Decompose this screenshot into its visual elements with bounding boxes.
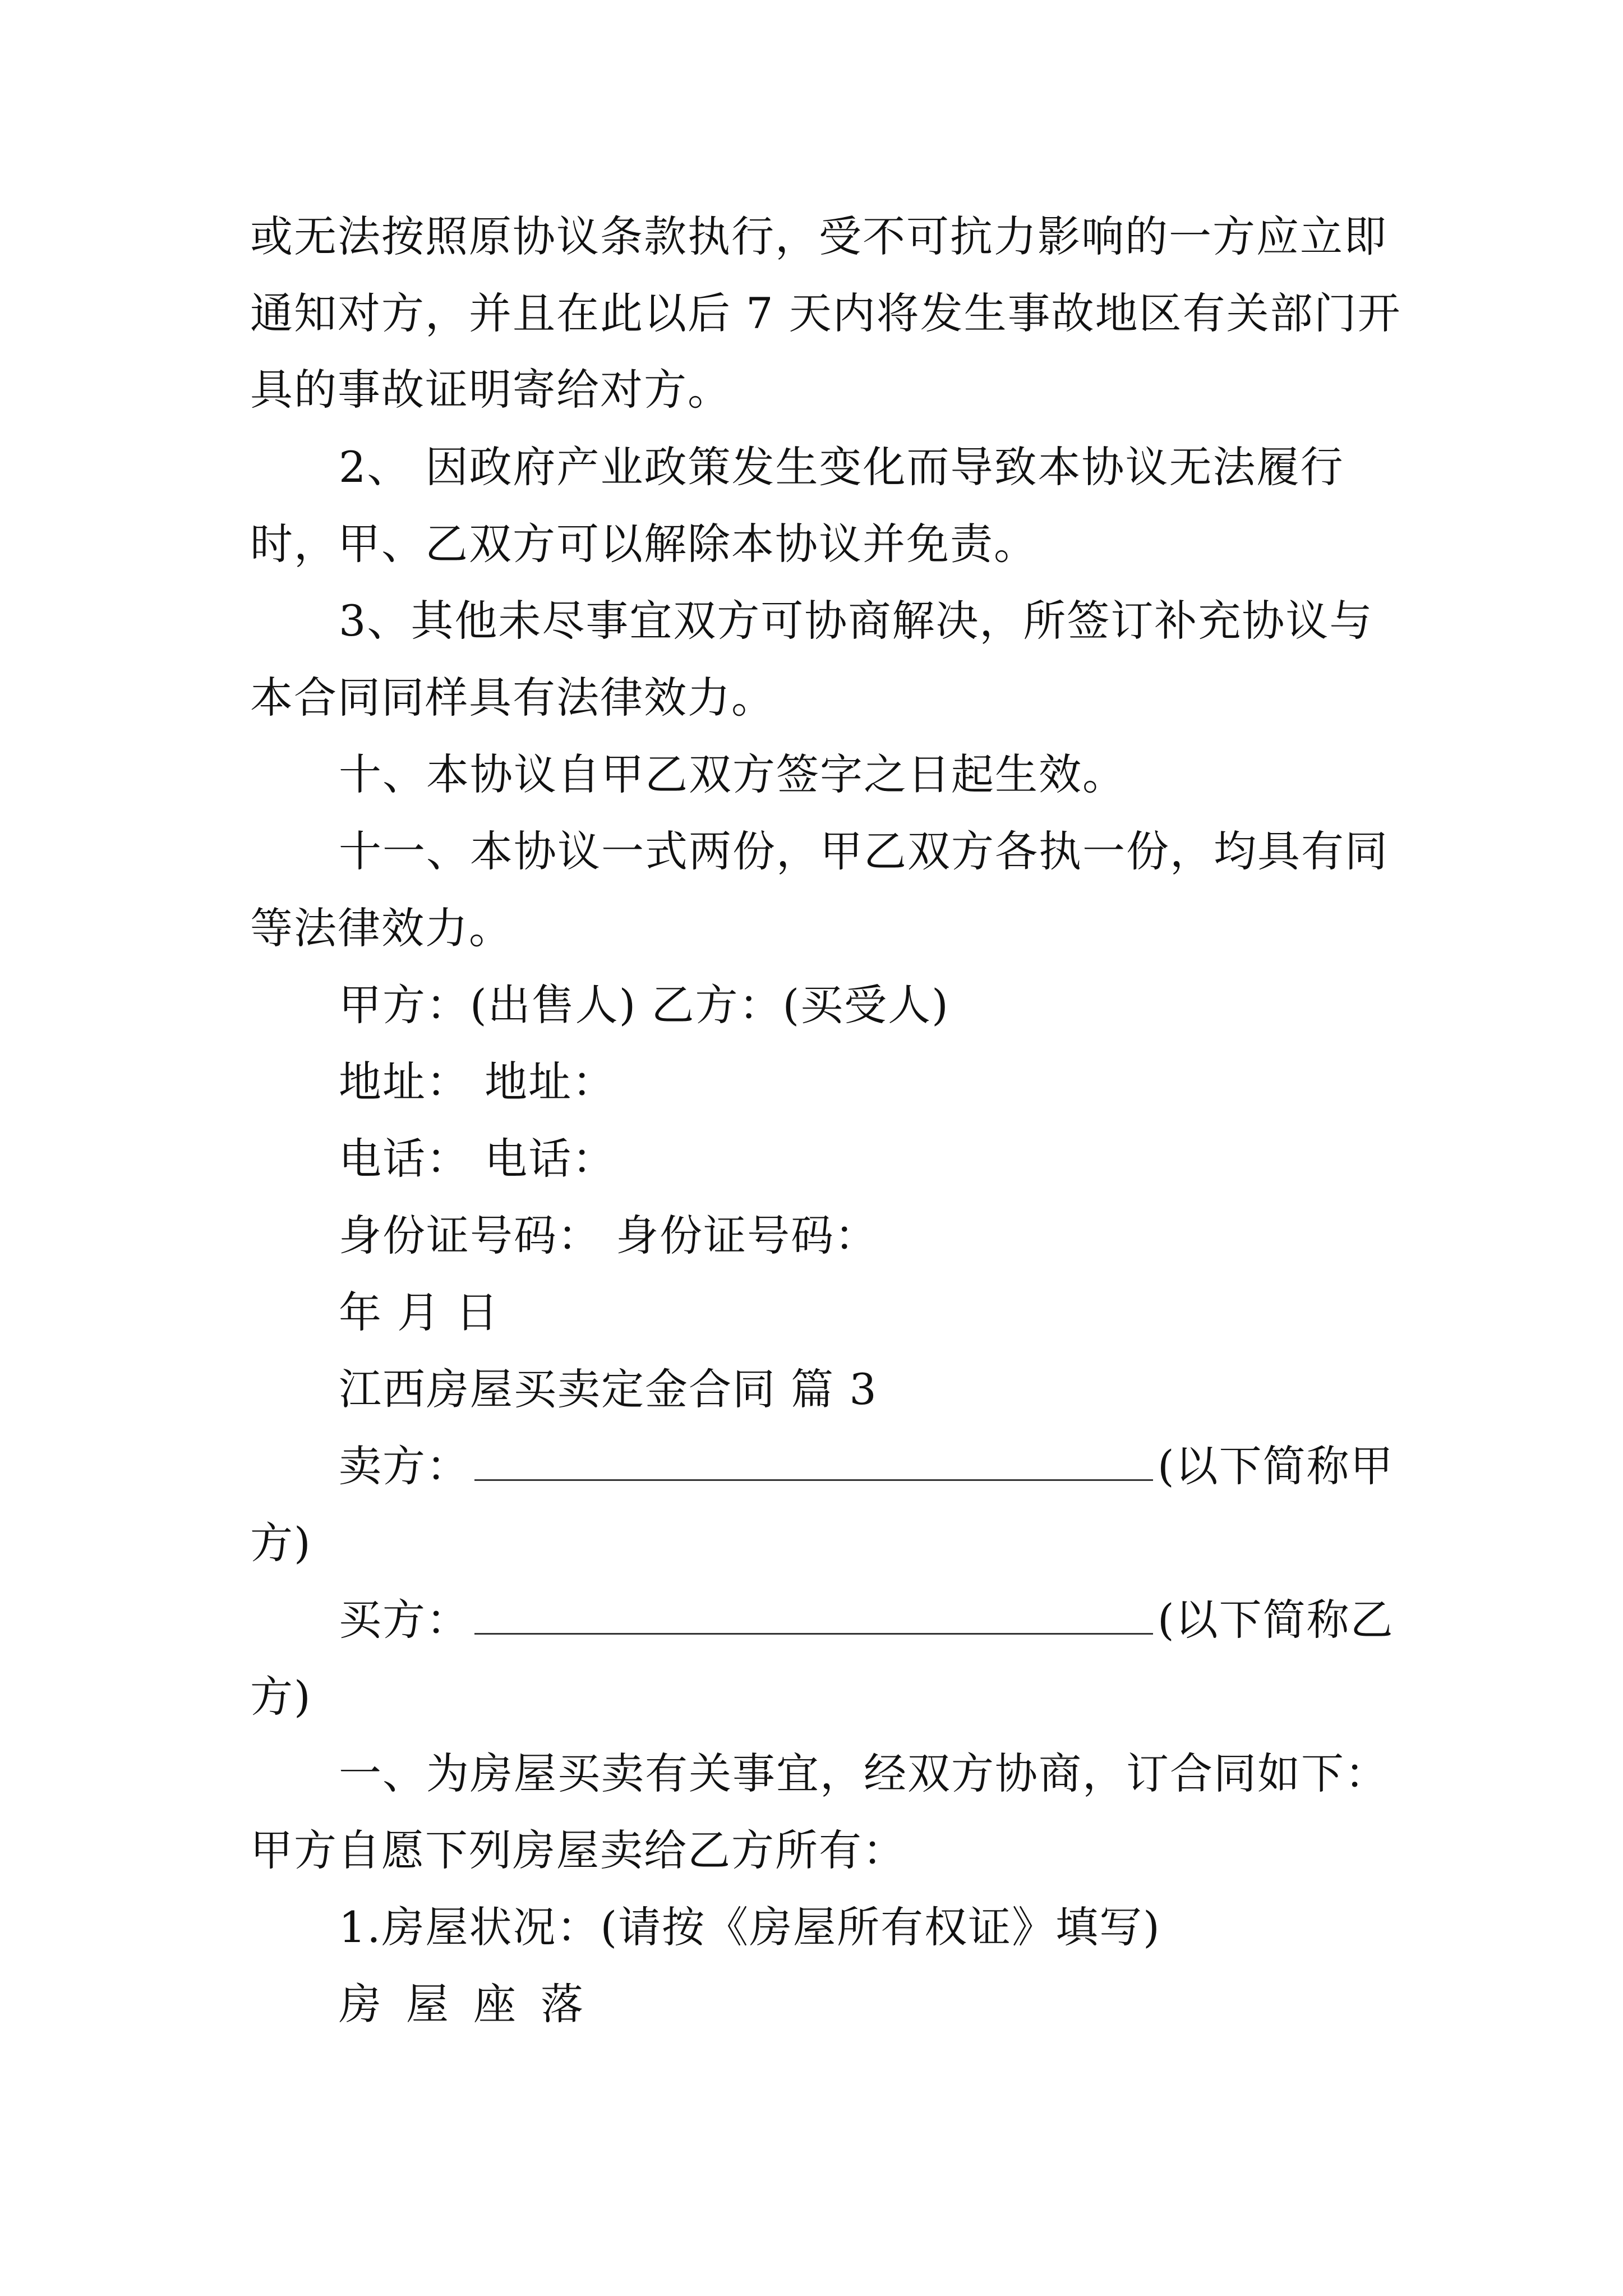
house-location-line — [339, 1976, 1466, 2032]
clause-1-line-1: 一、为房屋买卖有关事宜，经双方协商，订合同如下： — [339, 1749, 1389, 1798]
phone-line: 电话： 电话： — [339, 1134, 616, 1184]
buyer-wrap: 方) — [250, 1672, 312, 1722]
clause-3-line-1: 3、其他未尽事宜双方可协商解决，所签订补充协议与 — [339, 596, 1373, 646]
clause-11-line-2: 等法律效力。 — [250, 903, 513, 953]
clause-2-line-2: 时，甲、乙双方可以解除本协议并免责。 — [250, 519, 1038, 569]
clause-11-line-1: 十一、本协议一式两份，甲乙双方各执一份，均具有同 — [339, 826, 1389, 876]
house-location-char-3: 座 — [473, 1979, 517, 2029]
paragraph-force-majeure-line-2: 通知对方，并且在此以后 7 天内将发生事故地区有关部门开 — [250, 288, 1401, 338]
buyer-blank[interactable] — [474, 1599, 1153, 1635]
seller-wrap: 方) — [250, 1518, 312, 1568]
section-title: 江西房屋买卖定金合同 篇 3 — [339, 1364, 878, 1414]
house-location-char-2: 屋 — [406, 1979, 450, 2029]
parties-line: 甲方：(出售人) 乙方：(买受人) — [339, 980, 949, 1030]
clause-1-line-2: 甲方自愿下列房屋卖给乙方所有： — [250, 1825, 906, 1875]
id-number-line: 身份证号码： 身份证号码： — [339, 1211, 879, 1260]
seller-suffix: (以下简称甲 — [1158, 1441, 1394, 1491]
house-status-line: 1.房屋状况：(请按《房屋所有权证》填写) — [339, 1902, 1161, 1952]
house-location-char-1: 房 — [339, 1979, 382, 2029]
paragraph-force-majeure-line-3: 具的事故证明寄给对方。 — [250, 365, 731, 415]
seller-blank[interactable] — [474, 1446, 1153, 1481]
house-location-char-4: 落 — [541, 1979, 584, 2029]
date-line: 年 月 日 — [339, 1287, 500, 1337]
buyer-label: 买方： — [339, 1595, 470, 1645]
buyer-line — [339, 1592, 1466, 1648]
clause-3-line-2: 本合同同样具有法律效力。 — [250, 673, 775, 723]
clause-2-line-1: 2、 因政府产业政策发生变化而导致本协议无法履行 — [339, 442, 1344, 492]
clause-10: 十、本协议自甲乙双方签字之日起生效。 — [339, 749, 1126, 799]
address-line: 地址： 地址： — [339, 1057, 616, 1107]
seller-line — [339, 1438, 1466, 1494]
seller-label: 卖方： — [339, 1441, 470, 1491]
paragraph-force-majeure-line-1: 或无法按照原协议条款执行，受不可抗力影响的一方应立即 — [250, 211, 1387, 261]
buyer-suffix: (以下简称乙 — [1158, 1595, 1394, 1645]
